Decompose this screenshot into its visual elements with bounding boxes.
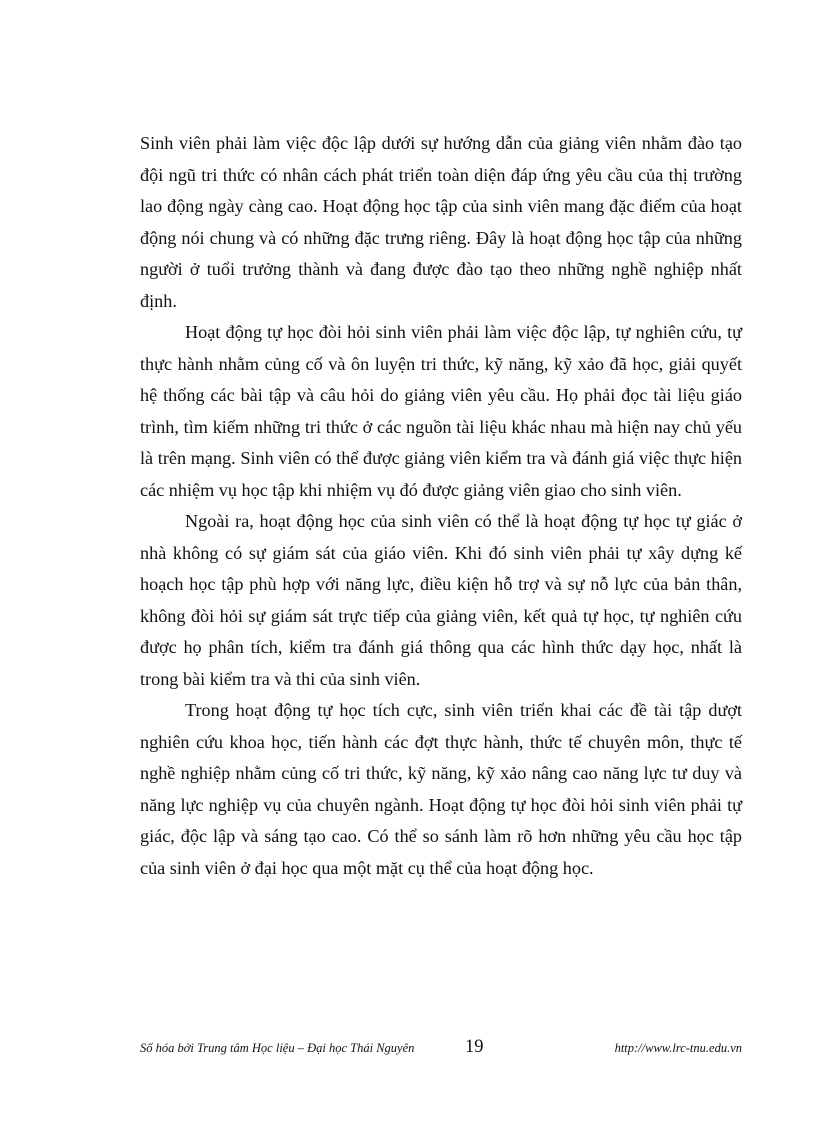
footer-url: http://www.lrc-tnu.edu.vn	[614, 1041, 742, 1055]
document-body	[140, 128, 742, 884]
page-footer	[140, 1037, 742, 1063]
footer-source-credit: Số hóa bởi Trung tâm Học liệu – Đại học Thái Nguyên	[140, 1041, 415, 1055]
paragraph-2: Hoạt động tự học đòi hỏi sinh viên phải làm việc độc lập, tự nghiên cứu, tự thực hành nhằm củng cố và ôn luyện tri thức, kỹ năng, kỹ xảo đã học, giải quyết hệ thống các bài tập và câu hỏi do giảng viên yêu cầu. Họ phải đọc tài liệu giáo trình, tìm kiếm những tri thức ở các nguồn tài liệu khác nhau mà hiện nay chủ yếu là trên mạng. Sinh viên có thể được giảng viên kiểm tra và đánh giá việc thực hiện các nhiệm vụ học tập khi nhiệm vụ đó được giảng viên giao cho sinh viên.	[140, 322, 742, 500]
paragraph-1: Sinh viên phải làm việc độc lập dưới sự hướng dẫn của giảng viên nhằm đào tạo đội ngũ tri thức có nhân cách phát triển toàn diện đáp ứng yêu cầu của thị trường lao động ngày càng cao. Hoạt động học tập của sinh viên mang đặc điểm của hoạt động nói chung và có những đặc trưng riêng. Đây là hoạt động học tập của những người ở tuổi trưởng thành và đang được đào tạo theo những nghề nghiệp nhất định.	[140, 133, 742, 311]
paragraph-4: Trong hoạt động tự học tích cực, sinh viên triển khai các đề tài tập dượt nghiên cứu khoa học, tiến hành các đợt thực hành, thức tế chuyên môn, thực tế nghề nghiệp nhằm củng cố tri thức, kỹ năng, kỹ xảo nâng cao năng lực tư duy và năng lực nghiệp vụ của chuyên ngành. Hoạt động tự học đòi hỏi sinh viên phải tự giác, độc lập và sáng tạo cao. Có thể so sánh làm rõ hơn những yêu cầu học tập của sinh viên ở đại học qua một mặt cụ thể của hoạt động học.	[140, 700, 742, 878]
page-number: 19	[465, 1037, 484, 1057]
paragraph-3: Ngoài ra, hoạt động học của sinh viên có thể là hoạt động tự học tự giác ở nhà không có sự giám sát của giáo viên. Khi đó sinh viên phải tự xây dựng kế hoạch học tập phù hợp với năng lực, điều kiện hỗ trợ và sự nỗ lực của bản thân, không đòi hỏi sự giám sát trực tiếp của giảng viên, kết quả tự học, tự nghiên cứu được họ phân tích, kiểm tra đánh giá thông qua các hình thức dạy học, nhất là trong bài kiểm tra và thi của sinh viên.	[140, 511, 742, 689]
